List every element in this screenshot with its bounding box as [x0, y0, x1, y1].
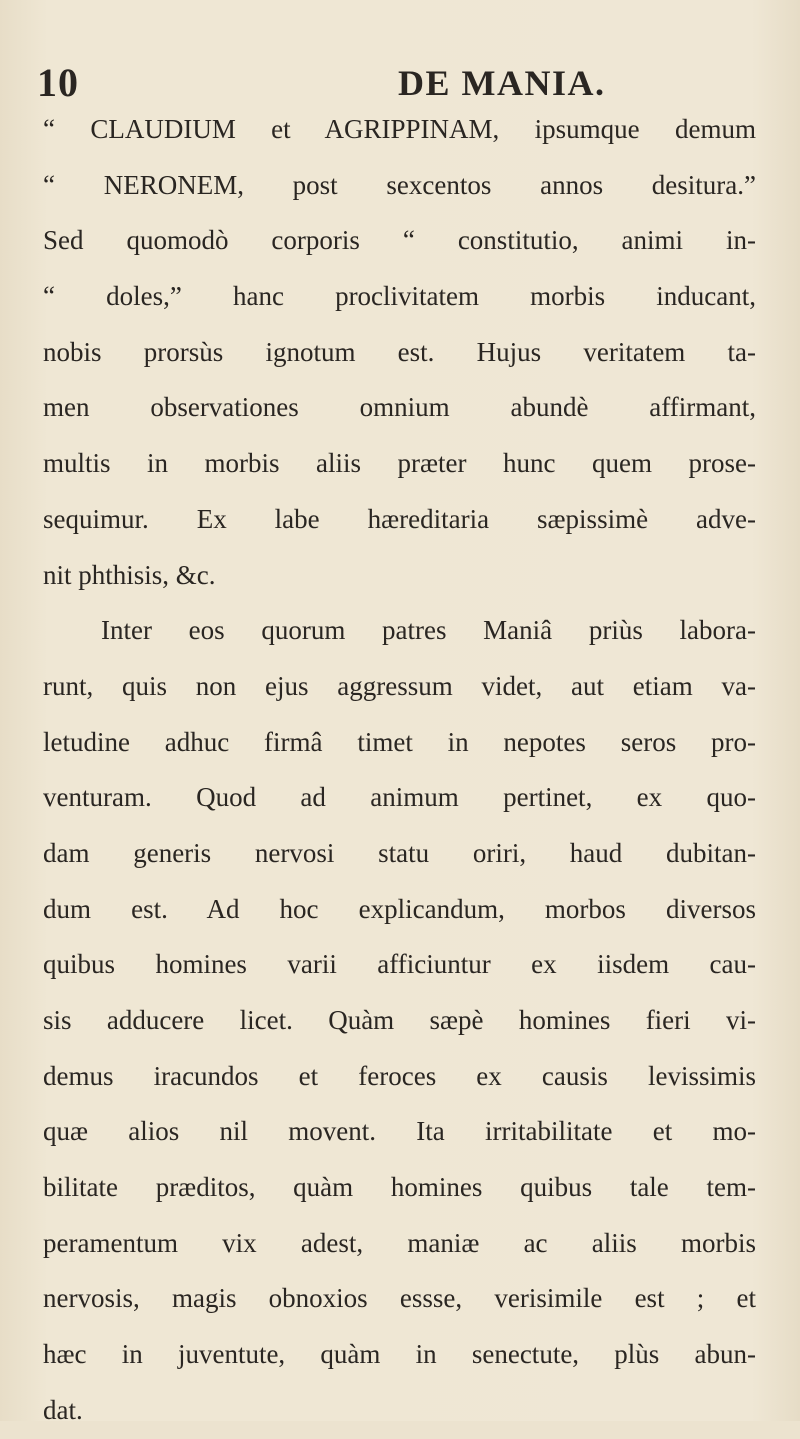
text-line: nobis prorsùs ignotum est. Hujus veritatem ta- [43, 336, 756, 367]
text-line: men observationes omnium abundè affirmant, [43, 392, 756, 423]
text-line: “ CLAUDIUM et AGRIPPINAM, ipsumque demum [43, 114, 756, 144]
text-line: runt, quis non ejus aggressum videt, aut etiam va- [43, 670, 756, 701]
text-line: quæ alios nil movent. Ita irritabilitate et mo- [43, 1116, 756, 1147]
text-line: letudine adhuc firmâ timet in nepotes seros pro- [43, 726, 756, 757]
page-header [0, 58, 800, 108]
page-number: 10 [37, 60, 79, 105]
paragraph-start-line: Inter eos quorum patres Maniâ priùs labora- [101, 615, 756, 646]
text-line: “ NERONEM, post sexcentos annos desitura.” [43, 169, 756, 200]
text-line: bilitate præditos, quàm homines quibus tale tem- [43, 1172, 756, 1203]
paragraph-end-line: dat. [43, 1394, 83, 1425]
text-line: sis adducere licet. Quàm sæpè homines fieri vi- [43, 1005, 756, 1035]
text-line: nervosis, magis obnoxios essse, verisimile est ; et [43, 1283, 756, 1314]
text-line: venturam. Quod ad animum pertinet, ex quo- [43, 782, 756, 813]
text-line: demus iracundos et feroces ex causis levissimis [43, 1060, 756, 1091]
paragraph-end-line: nit phthisis, &c. [43, 559, 216, 590]
text-line: Sed quomodò corporis “ constitutio, animi in- [43, 225, 756, 256]
text-line: “ doles,” hanc proclivitatem morbis inducant, [43, 281, 756, 312]
running-title: DE MANIA. [398, 63, 606, 103]
body-text [43, 102, 756, 1439]
text-line: peramentum vix adest, maniæ ac aliis morbis [43, 1227, 756, 1258]
text-line: dum est. Ad hoc explicandum, morbos diversos [43, 893, 756, 924]
text-line: multis in morbis aliis præter hunc quem prose- [43, 448, 756, 479]
text-line: dam generis nervosi statu oriri, haud dubitan- [43, 837, 756, 868]
text-line: sequimur. Ex labe hæreditaria sæpissimè adve- [43, 503, 756, 534]
text-line: quibus homines varii afficiuntur ex iisdem cau- [43, 949, 756, 980]
text-line: hæc in juventute, quàm in senectute, plùs abun- [43, 1339, 756, 1370]
